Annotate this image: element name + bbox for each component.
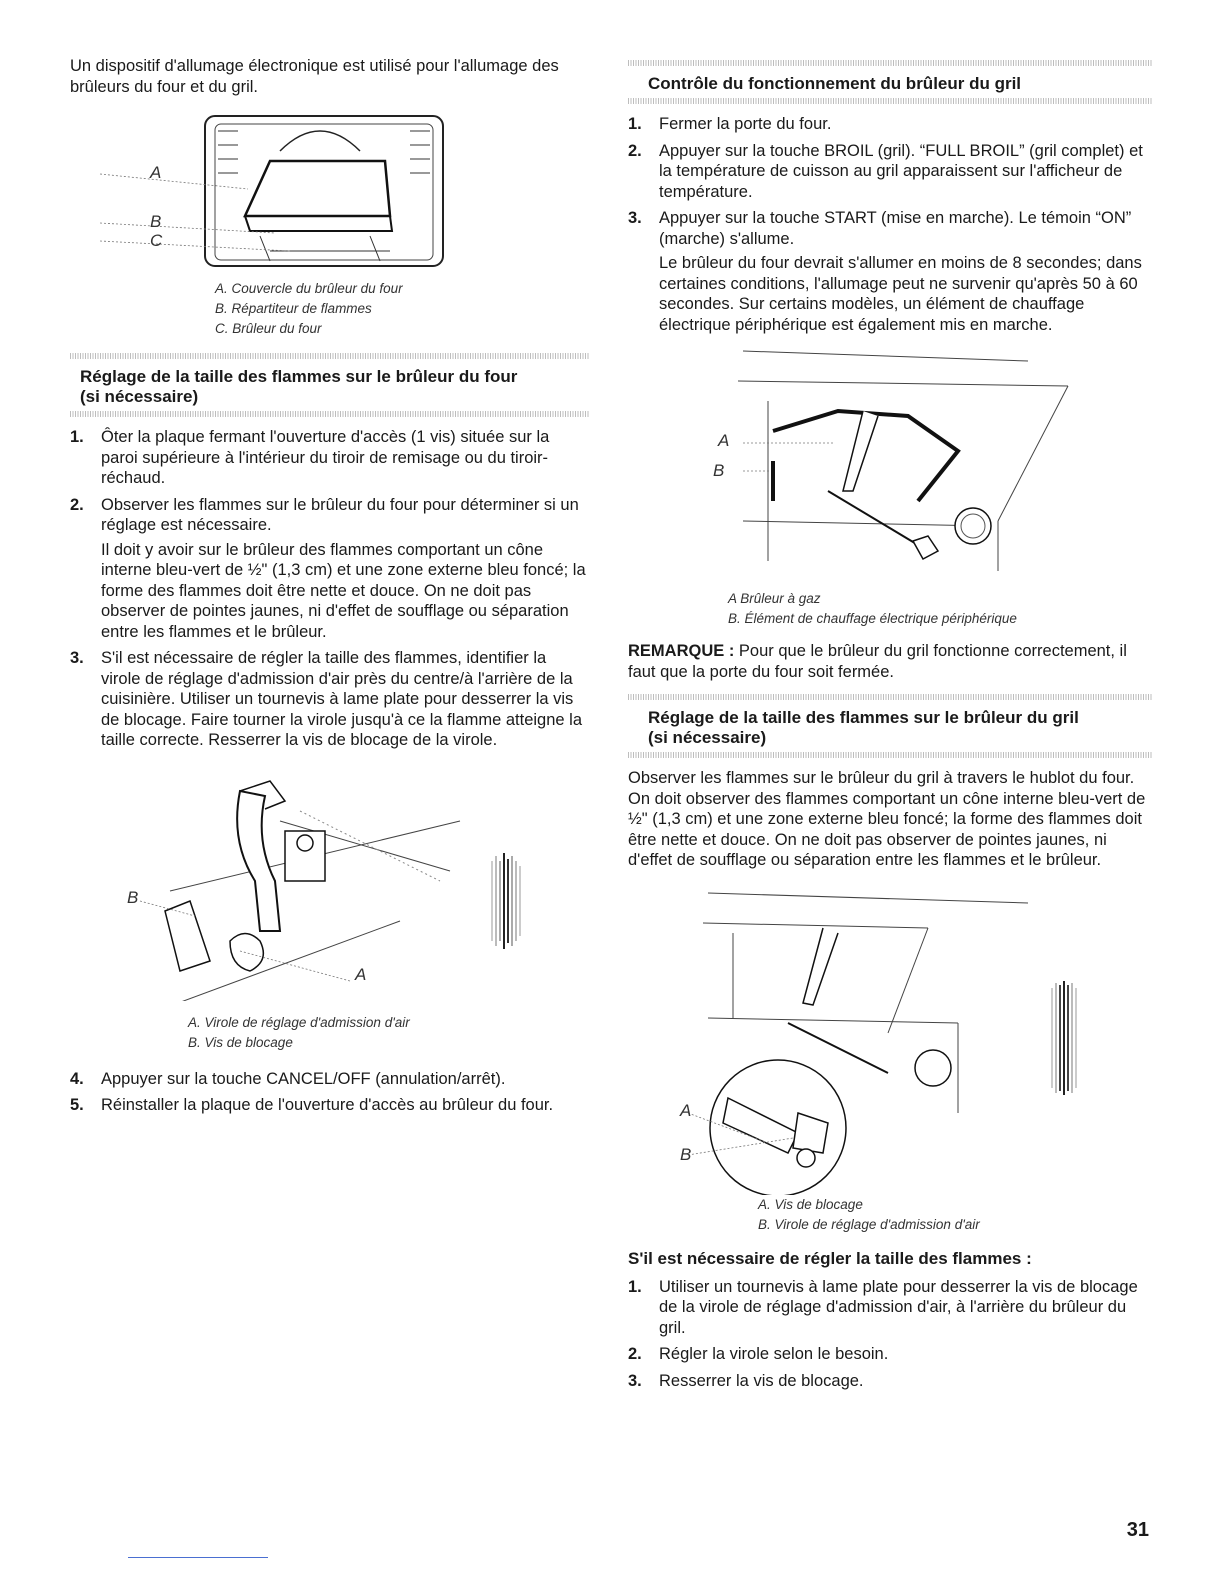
title-line: (si nécessaire) [80,387,199,406]
step-number: 2. [628,141,642,160]
step-item [70,427,590,489]
fig1-label-c: C [150,231,163,250]
section-divider [70,353,590,359]
caption-line: A Brûleur à gaz [728,591,821,606]
section-title-broil-flame [628,708,1153,748]
broil-air-shutter-illustration [628,883,1153,1195]
step-number: 5. [70,1096,84,1114]
figure-oven-burner [70,111,590,303]
step-number: 3. [70,649,84,667]
section-divider [628,752,1153,758]
step-number: 4. [70,1069,84,1088]
intro-text: Un dispositif d'allumage électronique est utilisé pour l'allumage des brûleurs du four et du gril. [70,57,559,96]
broil-burner-illustration [628,341,1153,577]
caption-line: C. Brûleur du four [215,321,322,336]
remark-label: REMARQUE : [628,642,735,660]
step-item [628,1344,1153,1365]
step-item [628,114,1153,135]
step-item [628,1277,1153,1339]
step-item [70,648,590,751]
step-text: Observer les flammes sur le brûleur du four pour déterminer si un réglage est nécessaire. [101,495,579,534]
step-text: Fermer la porte du four. [659,115,832,133]
step-number: 2. [70,495,84,514]
fig3-caption [628,589,1153,629]
adjust-steps [628,1277,1153,1392]
section-title-oven-flame [70,367,590,407]
step-item [70,1069,590,1090]
step-text: Appuyer sur la touche CANCEL/OFF (annulation/arrêt). [101,1069,506,1088]
oven-flame-steps [70,427,590,751]
fig2-label-a: A [355,964,367,984]
caption-line: A. Couvercle du brûleur du four [215,281,403,296]
fig3-label-b: B [713,461,725,480]
title-line: (si nécessaire) [648,728,767,747]
fig3-label-a: A [718,431,730,450]
section-divider [628,98,1153,104]
step-number: 3. [628,1371,642,1390]
step-item [628,208,1153,335]
step-text: S'il est nécessaire de régler la taille des flammes, identifier la virole de réglage d'admission d'air près du centre/à l'arrière de la cuisinière. Utiliser un tournevis à lame plate pour desserrer la vis de blocage. Faire tourner la virole jusqu'à ce la flamme atteigne la taille correcte. Resserrer la vis de blocage de la virole. [101,649,582,749]
caption-line: B. Vis de blocage [188,1034,293,1050]
caption-line: A. Virole de réglage d'admission d'air [188,1014,410,1030]
caption-line: B. Virole de réglage d'admission d'air [758,1216,980,1232]
right-column [628,56,1153,1397]
oven-flame-steps-cont [70,1069,590,1116]
remark-text: Pour que le brûleur du gril fonctionne correctement, il faut que la porte du four soit fermée. [628,642,1127,681]
step-text: Réinstaller la plaque de l'ouverture d'accès au brûleur du four. [101,1096,554,1114]
title-line: Réglage de la taille des flammes sur le brûleur du four [80,367,518,386]
step-text: Appuyer sur la touche BROIL (gril). “FULL BROIL” (gril complet) et la température de cuisson au gril apparaissent sur l'afficheur de température. [659,141,1143,201]
step-item [70,495,590,643]
step-number: 2. [628,1345,642,1363]
rough-scan-mark [490,853,522,949]
step-text: Resserrer la vis de blocage. [659,1371,864,1390]
section-divider [628,694,1153,700]
fig4-label-a: A [680,1100,692,1120]
rough-scan-mark [1052,981,1076,1095]
left-column [70,56,590,1122]
broil-check-steps [628,114,1153,335]
caption-line: B. Répartiteur de flammes [215,301,372,316]
fig2-label-b: B [127,887,139,907]
section-title-adjust: S'il est nécessaire de régler la taille des flammes : [628,1248,1032,1268]
broil-flame-body: Observer les flammes sur le brûleur du gril à travers le hublot du four. On doit observer des flammes comportant un cône interne bleu-vert de ½" (1,3 cm) et une zone externe bleu foncé; la forme des flammes doit être nette et douce. On ne doit pas observer de pointes jaunes, ni d'effet de soufflage ou séparation entre les flammes et le brûleur. [628,769,1146,869]
step-text: Utiliser un tournevis à lame plate pour desserrer la vis de blocage de la virole de réglage d'admission d'air, à l'arrière du brûleur du gril. [659,1277,1138,1337]
step-item [628,141,1153,203]
figure-broil-air-shutter [628,883,1153,1195]
section-divider [628,60,1153,66]
page-number: 31 [1126,1519,1149,1541]
fig1-label-a: A [150,163,162,182]
step-item [70,1095,590,1116]
figure-air-shutter [70,761,590,1001]
step-number: 1. [628,115,642,133]
fig1-label-b: B [150,212,162,231]
caption-line: B. Élément de chauffage électrique périphérique [728,611,1017,626]
remark-paragraph [628,641,1153,682]
step-text: Appuyer sur la touche START (mise en marche). Le témoin “ON” (marche) s'allume. [659,209,1132,248]
step-text: Ôter la plaque fermant l'ouverture d'accès (1 vis) située sur la paroi supérieure à l'intérieur du tiroir de remisage ou du tiroir-réchaud. [101,428,550,487]
air-shutter-illustration [70,761,590,1001]
fig2-caption [70,1013,590,1053]
fig4-caption [628,1195,1153,1235]
caption-line: A. Vis de blocage [758,1196,863,1212]
footer-rule [128,1557,268,1558]
step-number: 1. [628,1277,642,1296]
fig4-label-b: B [680,1144,692,1164]
oven-burner-illustration [70,111,590,279]
step-subtext: Il doit y avoir sur le brûleur des flammes comportant un cône interne bleu-vert de ½" (1,3 cm) et une zone externe bleu foncé; la forme des flammes doit être nette et douce. On ne doit pas observer de pointes jaunes, ni d'effet de soufflage ou séparation entre les flammes et le brûleur. [101,540,586,641]
figure-broil-burner [628,341,1153,577]
section-divider [70,411,590,417]
step-text: Régler la virole selon le besoin. [659,1345,889,1363]
step-number: 1. [70,428,84,446]
title-line: Réglage de la taille des flammes sur le brûleur du gril [648,708,1079,727]
step-item [628,1371,1153,1392]
step-number: 3. [628,209,642,227]
section-title-broil-check: Contrôle du fonctionnement du brûleur du gril [648,74,1022,93]
step-subtext: Le brûleur du four devrait s'allumer en moins de 8 secondes; dans certaines conditions, l'allumage peut ne survenir qu'après 50 à 60 secondes. Sur certains modèles, un élément de chauffage électrique périphérique est également mis en marche. [659,254,1142,334]
